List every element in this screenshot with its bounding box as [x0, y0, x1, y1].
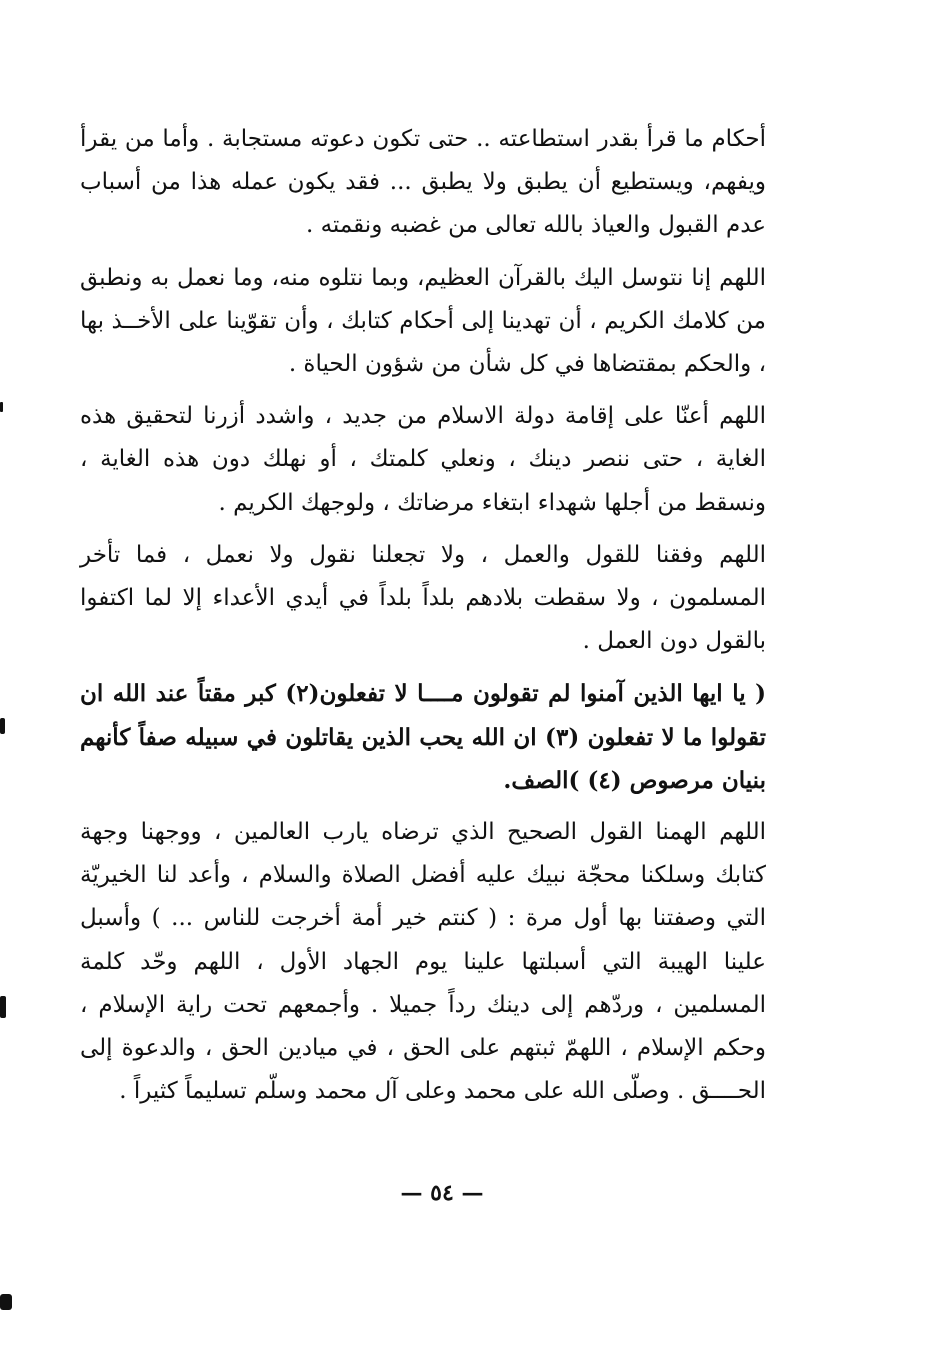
scan-edge-mark — [0, 1294, 12, 1310]
page-number: — ٥٤ — — [400, 1180, 484, 1206]
quran-quote-paragraph: ( يا ايها الذين آمنوا لم تقولون مــــا لا تفعلون(٢) كبر مقتاً عند الله ان تقولوا ما لا تفعلون (٣) ان الله يحب الذين يقاتلون في سبيله صفاً كأنهم بنيان مرصوص (٤) )الصف. — [80, 680, 766, 794]
paragraph-4: اللهم وفقنا للقول والعمل ، ولا تجعلنا نقول ولا نعمل ، فما تأخر المسلمون ، ولا سقطت بلادهم بلداً بلداً في أيدي الأعداء إلا لما اكتفوا بالقول دون العمل . — [80, 541, 766, 655]
scan-edge-mark — [0, 718, 5, 734]
scan-edge-mark — [0, 996, 6, 1018]
scan-edge-mark — [0, 402, 3, 412]
paragraph-3: اللهم أعنّا على إقامة دولة الاسلام من جديد ، واشدد أزرنا لتحقيق هذه الغاية ، حتى ننصر دينك ، ونعلي كلمتك ، أو نهلك دون هذه الغاية ، ونسقط من أجلها شهداء ابتغاء مرضاتك ، ولوجهك الكريم . — [80, 403, 766, 516]
page-body-text — [80, 118, 766, 1122]
paragraph-2: اللهم إنا نتوسل اليك بالقرآن العظيم، وبما نتلوه منه، وما نعمل به ونطبق من كلامك الكريم ، أن تهدينا إلى أحكام كتابك ، وأن تقوّينا على الأخــذ بها ، والحكم بمقتضاها في كل شأن من شؤون الحياة . — [80, 264, 766, 378]
paragraph-6: اللهم الهمنا القول الصحيح الذي ترضاه يارب العالمين ، ووجهنا وجهة كتابك وسلكنا محجّة نبيك عليه أفضل الصلاة والسلام ، وأعد لنا الخيريّة التي وصفتنا بها أول مرة : ( كنتم خير أمة أخرجت للناس ... ) وأسبل علينا الهيبة التي أسبلتها علينا يوم الجهاد الأول ، اللهم وحّد كلمة المسلمين ، وردّهم إلى دينك رداً جميلا . وأجمعهم تحت راية الإسلام ، وحكم الإسلام ، اللهمّ ثبتهم على الحق ، في ميادين الحق ، والدعوة إلى الحــــق . وصلّى الله على محمد وعلى آل محمد وسلّم تسليماً كثيراً . — [80, 819, 766, 1105]
paragraph-1: أحكام ما قرأ بقدر استطاعته .. حتى تكون دعوته مستجابة . وأما من يقرأ ويفهم، ويستطيع أن يطبق ولا يطبق ... فقد يكون عمله هذا من أسباب عدم القبول والعياذ بالله تعالى من غضبه ونقمته . — [80, 126, 766, 239]
